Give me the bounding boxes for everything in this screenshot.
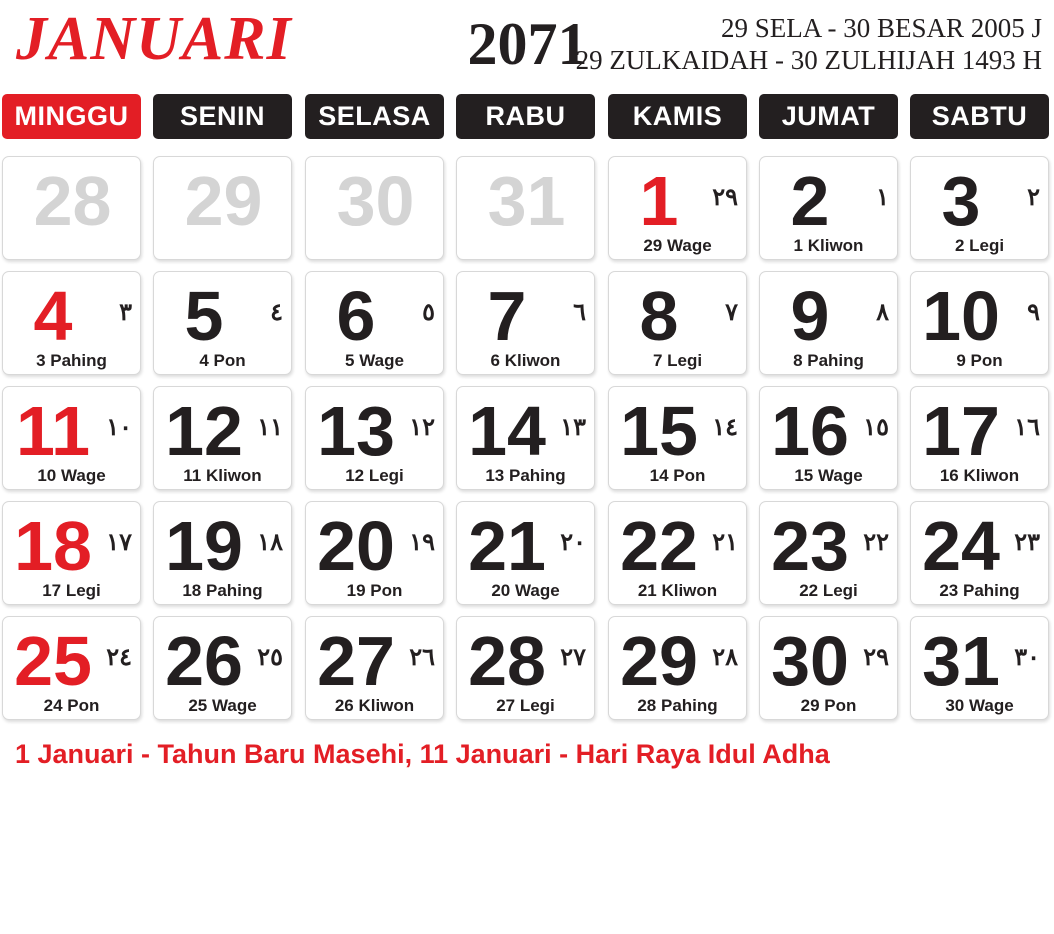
gregorian-day-number: 5 (184, 277, 224, 355)
javanese-pasaran-label: 15 Wage (794, 466, 863, 485)
javanese-pasaran-label: 13 Pahing (485, 466, 566, 485)
hijri-day-number: ٣٠ (1014, 644, 1040, 671)
weekday-header-minggu: MINGGU (2, 94, 141, 139)
javanese-pasaran-label: 29 Pon (800, 696, 857, 715)
hijri-day-number: ١١ (257, 414, 283, 441)
gregorian-day-number: 6 (336, 277, 376, 355)
month-title: JANUARI (16, 5, 292, 73)
alternate-calendar-ranges (576, 12, 1042, 76)
gregorian-day-number: 9 (790, 277, 830, 355)
gregorian-day-number: 29 (184, 162, 263, 240)
javanese-pasaran-label: 5 Wage (345, 351, 404, 370)
hijri-day-number: ١٣ (560, 414, 586, 441)
gregorian-day-number: 28 (33, 162, 112, 240)
javanese-pasaran-label: 1 Kliwon (793, 236, 864, 255)
gregorian-day-number: 30 (771, 622, 849, 700)
calendar-cell-previous-month[interactable] (153, 156, 292, 260)
javanese-pasaran-label: 3 Pahing (36, 351, 107, 370)
calendar-cell[interactable] (608, 271, 747, 375)
javanese-pasaran-label: 10 Wage (37, 466, 106, 485)
gregorian-day-number: 19 (165, 507, 243, 585)
hijri-day-number: ٢٠ (560, 529, 586, 556)
calendar-cell[interactable] (456, 386, 595, 490)
javanese-pasaran-label: 2 Legi (954, 236, 1005, 255)
weekday-header-senin: SENIN (153, 94, 292, 139)
gregorian-day-number: 10 (922, 277, 1000, 355)
calendar-cell[interactable] (153, 616, 292, 720)
javanese-pasaran-label: 23 Pahing (939, 581, 1020, 600)
javanese-pasaran-label: 25 Wage (188, 696, 257, 715)
hijri-day-number: ١٦ (1014, 414, 1040, 441)
calendar-cell[interactable] (305, 501, 444, 605)
hijri-day-number: ٤ (270, 299, 283, 326)
javanese-pasaran-label: 7 Legi (652, 351, 703, 370)
gregorian-day-number: 11 (16, 392, 90, 470)
hijri-day-number: ٧ (725, 299, 738, 326)
javanese-date-range: 29 SELA - 30 BESAR 2005 J (720, 13, 1042, 43)
calendar-cell[interactable] (608, 156, 747, 260)
hijri-date-range: 29 ZULKAIDAH - 30 ZULHIJAH 1493 H (575, 45, 1042, 75)
javanese-pasaran-label: 11 Kliwon (183, 466, 262, 485)
hijri-day-number: ٢٧ (560, 644, 586, 671)
hijri-day-number: ٢٢ (863, 529, 889, 556)
calendar-cell-previous-month[interactable] (456, 156, 595, 260)
gregorian-day-number: 31 (487, 162, 566, 240)
calendar-cell[interactable] (910, 386, 1049, 490)
gregorian-day-number: 20 (317, 507, 395, 585)
javanese-pasaran-label: 21 Kliwon (637, 581, 718, 600)
calendar-cell[interactable] (153, 501, 292, 605)
weekday-header-kamis: KAMIS (608, 94, 747, 139)
gregorian-day-number: 2 (790, 162, 830, 240)
hijri-day-number: ٢١ (712, 529, 738, 556)
javanese-pasaran-label: 24 Pon (43, 696, 100, 715)
gregorian-day-number: 29 (620, 622, 698, 700)
calendar-cell[interactable] (456, 616, 595, 720)
hijri-day-number: ٦ (573, 299, 586, 326)
gregorian-day-number: 27 (317, 622, 395, 700)
javanese-pasaran-label: 19 Pon (346, 581, 403, 600)
calendar-cell-previous-month[interactable] (2, 156, 141, 260)
gregorian-day-number: 22 (620, 507, 698, 585)
gregorian-day-number: 21 (468, 507, 546, 585)
javanese-pasaran-label: 30 Wage (945, 696, 1014, 715)
calendar-cell[interactable] (456, 501, 595, 605)
calendar-cell[interactable] (608, 501, 747, 605)
javanese-pasaran-label: 28 Pahing (637, 696, 718, 715)
calendar-cell[interactable] (2, 616, 141, 720)
gregorian-day-number: 23 (771, 507, 849, 585)
hijri-day-number: ٥ (422, 299, 435, 326)
hijri-day-number: ٨ (876, 299, 889, 326)
calendar-cell[interactable] (910, 501, 1049, 605)
hijri-day-number: ٢٩ (712, 184, 738, 211)
gregorian-day-number: 31 (922, 622, 1000, 700)
holidays-note: 1 Januari - Tahun Baru Masehi, 11 Januari - Hari Raya Idul Adha (15, 739, 830, 769)
hijri-day-number: ١٢ (409, 414, 435, 441)
gregorian-day-number: 15 (620, 392, 698, 470)
hijri-day-number: ١٥ (863, 414, 889, 441)
calendar-cell[interactable] (608, 616, 747, 720)
hijri-day-number: ٢٨ (712, 644, 738, 671)
javanese-pasaran-label: 14 Pon (649, 466, 706, 485)
calendar-cell[interactable] (910, 271, 1049, 375)
gregorian-day-number: 13 (317, 392, 395, 470)
gregorian-day-number: 3 (941, 162, 981, 240)
javanese-pasaran-label: 17 Legi (42, 581, 101, 600)
calendar-cell[interactable] (759, 386, 898, 490)
calendar-cell[interactable] (759, 271, 898, 375)
hijri-day-number: ١٨ (257, 529, 283, 556)
calendar-cell[interactable] (305, 271, 444, 375)
calendar-cell[interactable] (910, 156, 1049, 260)
javanese-pasaran-label: 8 Pahing (793, 351, 864, 370)
javanese-pasaran-label: 29 Wage (643, 236, 712, 255)
gregorian-day-number: 4 (33, 277, 73, 355)
hijri-day-number: ٢٥ (257, 644, 283, 671)
gregorian-day-number: 14 (468, 392, 546, 470)
javanese-pasaran-label: 22 Legi (799, 581, 858, 600)
calendar-cell[interactable] (456, 271, 595, 375)
javanese-pasaran-label: 12 Legi (345, 466, 404, 485)
gregorian-day-number: 25 (14, 622, 92, 700)
hijri-day-number: ٢ (1027, 184, 1040, 211)
gregorian-day-number: 7 (487, 277, 527, 355)
calendar-cell[interactable] (759, 501, 898, 605)
calendar-cell[interactable] (608, 386, 747, 490)
calendar-cell[interactable] (2, 501, 141, 605)
hijri-day-number: ١٧ (106, 529, 132, 556)
javanese-pasaran-label: 26 Kliwon (334, 696, 415, 715)
calendar-cell[interactable] (153, 386, 292, 490)
calendar-cell-previous-month[interactable] (305, 156, 444, 260)
gregorian-day-number: 1 (639, 162, 679, 240)
javanese-pasaran-label: 9 Pon (956, 351, 1003, 370)
javanese-pasaran-label: 18 Pahing (182, 581, 263, 600)
javanese-pasaran-label: 16 Kliwon (939, 466, 1020, 485)
hijri-day-number: ١ (876, 184, 889, 211)
calendar-cell[interactable] (305, 616, 444, 720)
gregorian-day-number: 30 (336, 162, 415, 240)
calendar-cell[interactable] (2, 386, 141, 490)
calendar-cell[interactable] (2, 271, 141, 375)
hijri-day-number: ٢٩ (863, 644, 889, 671)
hijri-day-number: ٩ (1027, 299, 1040, 326)
hijri-day-number: ٢٣ (1014, 529, 1040, 556)
gregorian-day-number: 28 (468, 622, 546, 700)
calendar-cell[interactable] (910, 616, 1049, 720)
weekday-header-selasa: SELASA (305, 94, 444, 139)
weekday-header-sabtu: SABTU (910, 94, 1049, 139)
gregorian-day-number: 16 (771, 392, 849, 470)
gregorian-day-number: 26 (165, 622, 243, 700)
gregorian-day-number: 24 (922, 507, 1000, 585)
javanese-pasaran-label: 6 Kliwon (490, 351, 561, 370)
javanese-pasaran-label: 4 Pon (199, 351, 246, 370)
weekday-header-jumat: JUMAT (759, 94, 898, 139)
hijri-day-number: ٢٤ (106, 644, 132, 671)
javanese-pasaran-label: 27 Legi (496, 696, 555, 715)
gregorian-day-number: 12 (165, 392, 243, 470)
hijri-day-number: ١٠ (106, 414, 132, 441)
weekday-header-rabu: RABU (456, 94, 595, 139)
gregorian-day-number: 8 (639, 277, 679, 355)
javanese-pasaran-label: 20 Wage (491, 581, 560, 600)
hijri-day-number: ٢٦ (409, 644, 435, 671)
hijri-day-number: ١٤ (712, 414, 738, 441)
year-title: 2071 (467, 11, 588, 77)
calendar-cell[interactable] (153, 271, 292, 375)
calendar-cell[interactable] (759, 156, 898, 260)
calendar-cell[interactable] (305, 386, 444, 490)
gregorian-day-number: 18 (14, 507, 92, 585)
calendar-cell[interactable] (759, 616, 898, 720)
hijri-day-number: ٣ (119, 299, 132, 326)
gregorian-day-number: 17 (922, 392, 1000, 470)
hijri-day-number: ١٩ (409, 529, 435, 556)
